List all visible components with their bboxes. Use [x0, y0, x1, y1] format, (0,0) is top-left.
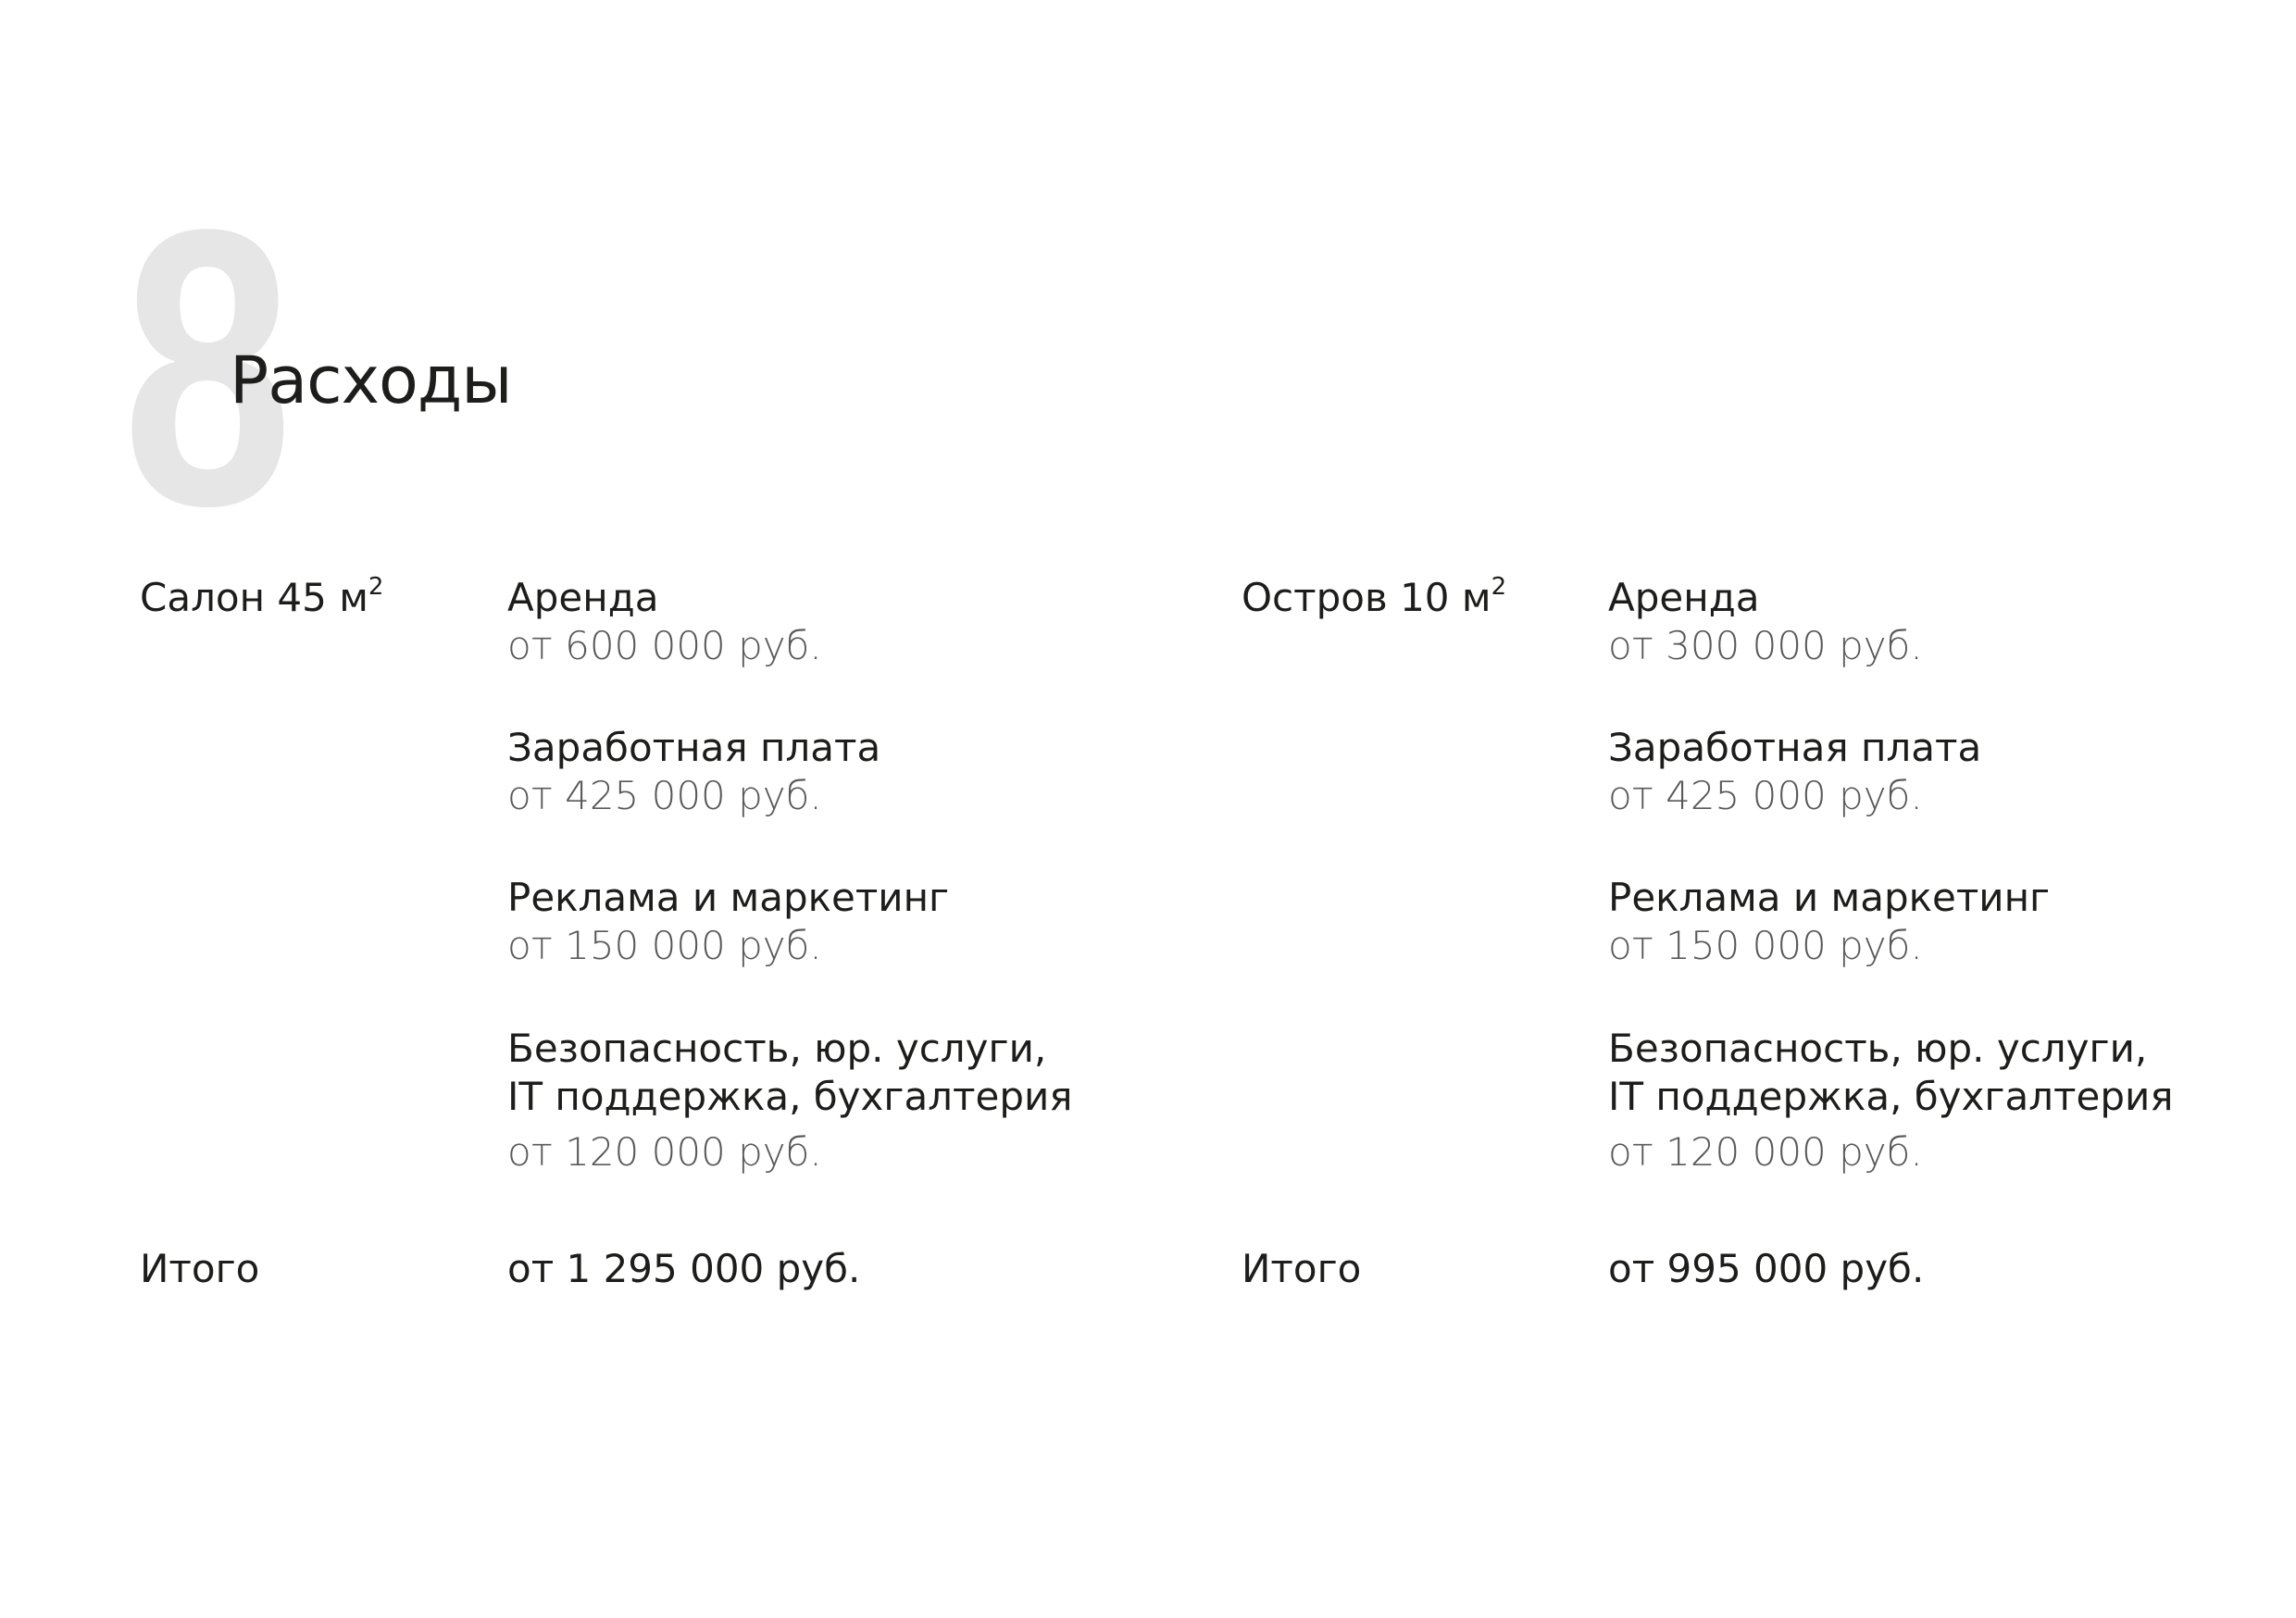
location-name: Остров 10 м	[1242, 575, 1491, 620]
location-name: Салон 45 м	[140, 575, 368, 620]
expense-amount: от 120 000 руб.	[1608, 1129, 1923, 1175]
expense-amount: от 425 000 руб.	[1608, 773, 1923, 818]
expense-salary-island	[1608, 724, 1981, 820]
location-superscript: 2	[368, 573, 384, 601]
expense-services-island	[1608, 1025, 2174, 1176]
expense-amount: от 150 000 руб.	[507, 923, 822, 968]
location-label-island	[1242, 573, 1507, 620]
expense-label: Заработная плата	[507, 725, 881, 770]
expense-amount: от 600 000 руб.	[507, 623, 822, 668]
expense-label: Заработная плата	[1608, 725, 1982, 770]
expense-rent-salon	[507, 574, 822, 670]
expense-marketing-salon	[507, 874, 949, 970]
expense-label-line2: IT поддержка, бухгалтерия	[1608, 1074, 2174, 1119]
total-label-salon: Итого	[140, 1246, 260, 1291]
expense-salary-salon	[507, 724, 880, 820]
section-number: 8	[122, 148, 286, 588]
expense-label: Безопасность, юр. услуги,	[507, 1026, 1047, 1071]
expense-services-salon	[507, 1025, 1073, 1176]
location-superscript: 2	[1491, 573, 1507, 601]
total-amount-salon: от 1 295 000 руб.	[507, 1246, 861, 1291]
expense-label: Реклама и маркетинг	[507, 875, 950, 920]
page-title: Расходы	[230, 342, 512, 418]
expense-label: Безопасность, юр. услуги,	[1608, 1026, 2148, 1071]
total-label-island: Итого	[1242, 1246, 1362, 1291]
expense-marketing-island	[1608, 874, 2050, 970]
expense-amount: от 425 000 руб.	[507, 773, 822, 818]
expense-label: Аренда	[1608, 575, 1760, 620]
expense-amount: от 300 000 руб.	[1608, 623, 1923, 668]
expense-amount: от 120 000 руб.	[507, 1129, 822, 1175]
expense-label: Реклама и маркетинг	[1608, 875, 2051, 920]
expense-rent-island	[1608, 574, 1923, 670]
expense-amount: от 150 000 руб.	[1608, 923, 1923, 968]
total-amount-island: от 995 000 руб.	[1608, 1246, 1925, 1291]
location-label-salon	[140, 573, 384, 620]
expense-label: Аренда	[507, 575, 659, 620]
expense-label-line2: IT поддержка, бухгалтерия	[507, 1074, 1073, 1119]
